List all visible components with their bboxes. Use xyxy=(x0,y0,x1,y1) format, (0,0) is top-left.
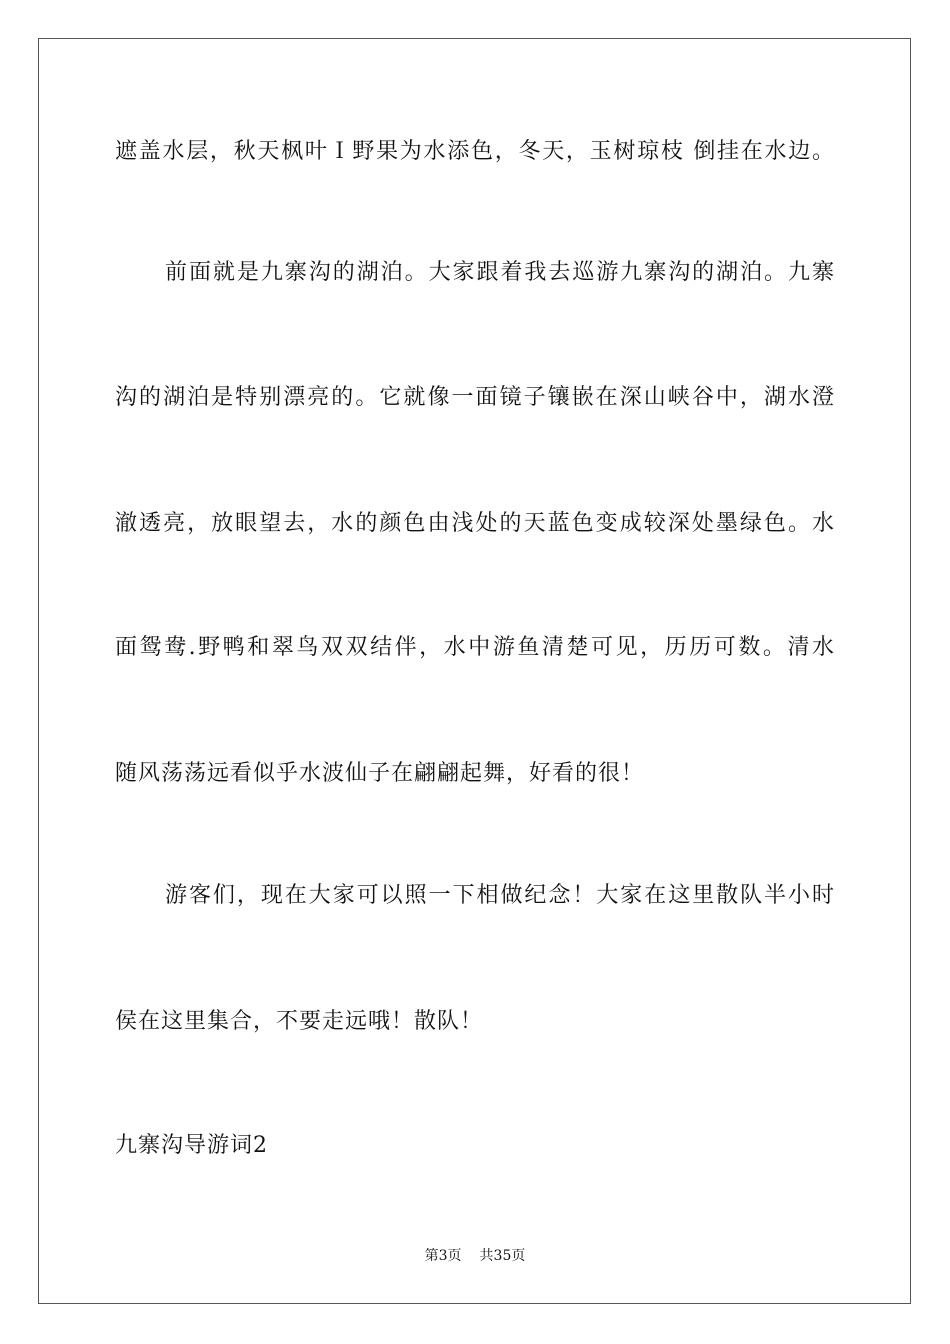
page-footer xyxy=(0,1246,950,1266)
text-line-5: 面鸳鸯.野鸭和翠鸟双双结伴，水中游鱼清楚可见，历历可数。清水 xyxy=(115,635,835,660)
text-line-4: 澈透亮，放眼望去，水的颜色由浅处的天蓝色变成较深处墨绿色。水 xyxy=(115,511,835,536)
text-line-6: 随风荡荡远看似乎水波仙子在翩翩起舞，好看的很！ xyxy=(115,761,645,786)
page-border xyxy=(38,38,911,1304)
text-line-3: 沟的湖泊是特别漂亮的。它就像一面镜子镶嵌在深山峡谷中，湖水澄 xyxy=(115,385,835,410)
text-line-8: 侯在这里集合，不要走远哦！散队！ xyxy=(115,1009,484,1034)
page-total: 共35页 xyxy=(479,1248,526,1264)
page-number: 第3页 xyxy=(424,1248,462,1264)
text-line-2: 前面就是九寨沟的湖泊。大家跟着我去巡游九寨沟的湖泊。九寨 xyxy=(165,260,835,285)
section-heading: 九寨沟导游词2 xyxy=(115,1133,268,1158)
text-line-7: 游客们，现在大家可以照一下相做纪念！大家在这里散队半小时 xyxy=(165,883,835,908)
text-line-1: 遮盖水层，秋天枫叶Ｉ野果为水添色，冬天，玉树琼枝 倒挂在水边。 xyxy=(115,139,835,164)
